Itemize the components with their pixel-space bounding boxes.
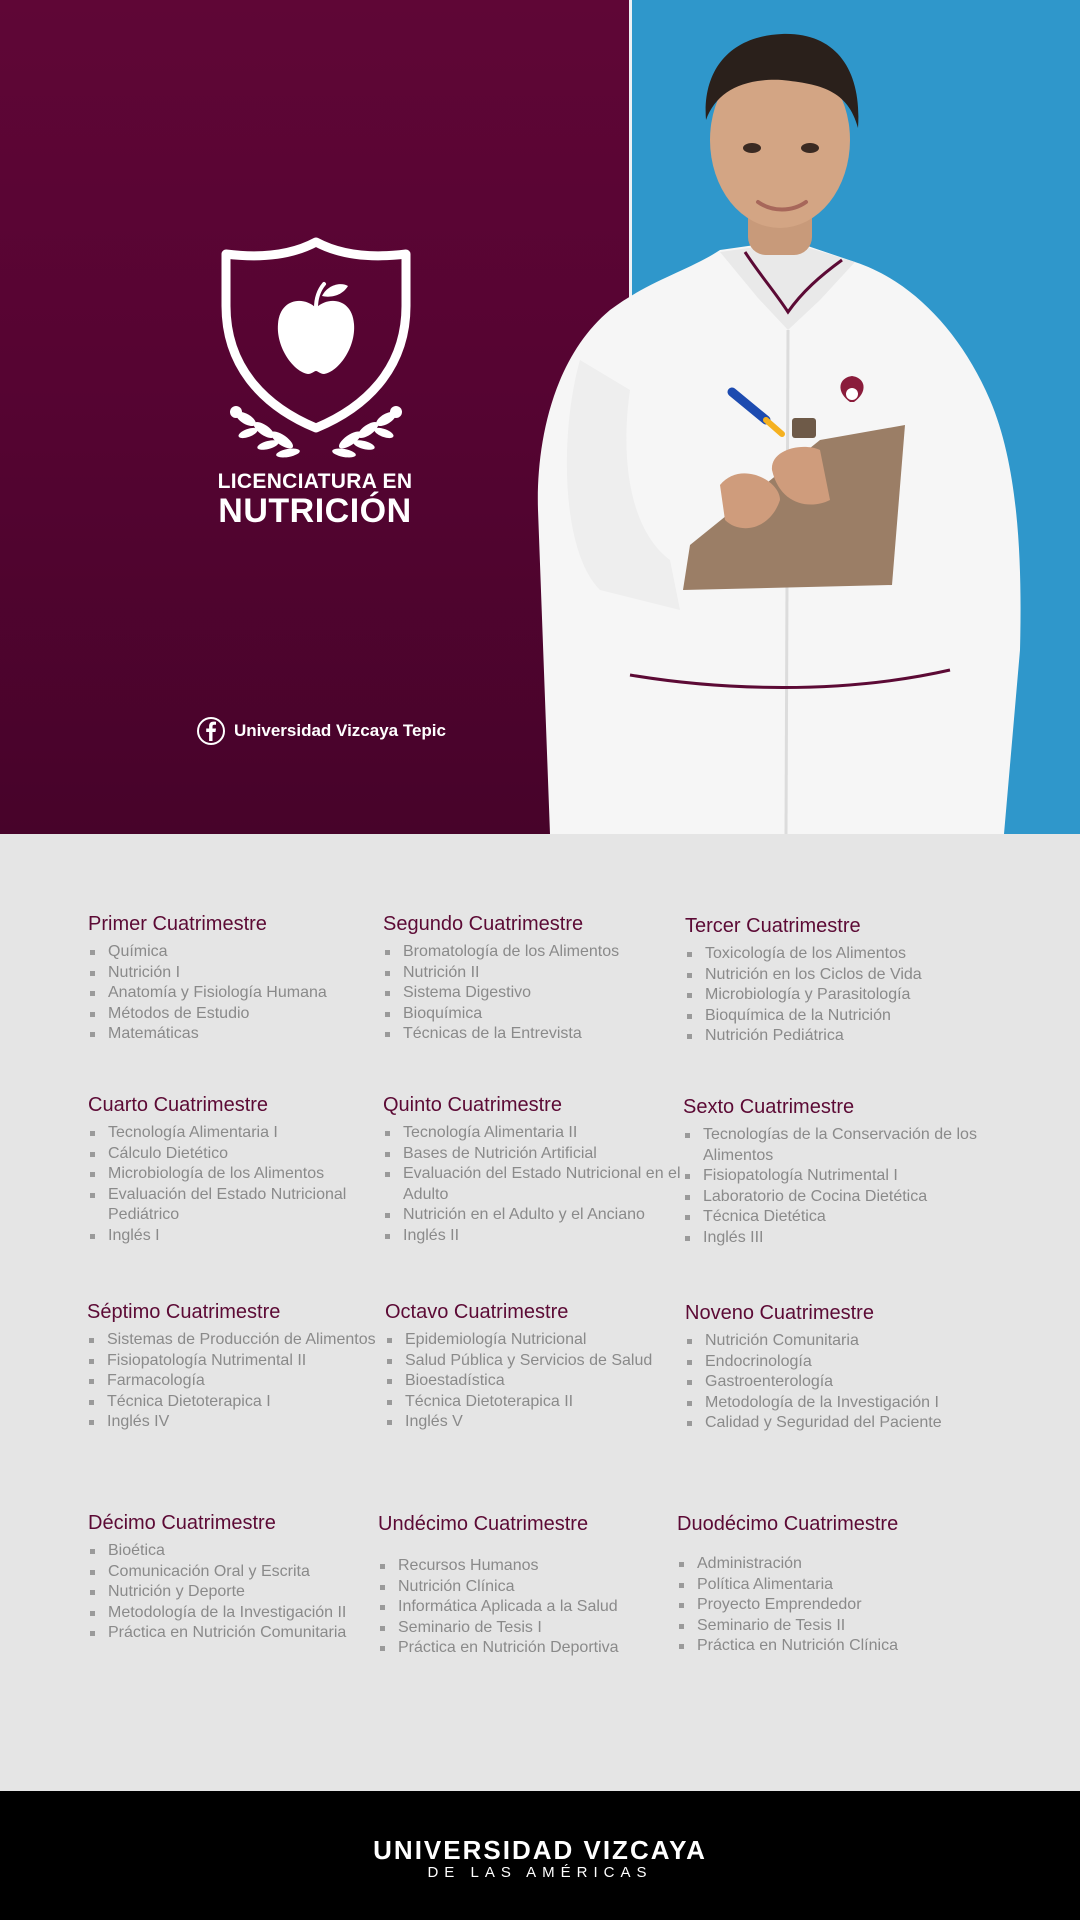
term-9 [685, 1301, 985, 1434]
subject-list [88, 1123, 388, 1246]
term-title: Sexto Cuatrimestre [683, 1096, 855, 1118]
subject-item: Sistemas de Producción de Alimentos [87, 1330, 387, 1351]
student-photo [520, 30, 1040, 834]
term-6 [683, 1095, 983, 1248]
hero-banner [0, 0, 1080, 834]
term-title: Décimo Cuatrimestre [88, 1512, 276, 1534]
subject-item: Nutrición Comunitaria [685, 1331, 985, 1352]
subject-item: Inglés V [385, 1412, 685, 1433]
subject-item: Tecnologías de la Conservación de los Alimentos [683, 1125, 983, 1166]
university-logo-subtitle: DE LAS AMÉRICAS [427, 1864, 653, 1881]
subject-item: Bioquímica de la Nutrición [685, 1006, 985, 1027]
subject-item: Salud Pública y Servicios de Salud [385, 1351, 685, 1372]
term-title: Undécimo Cuatrimestre [378, 1513, 589, 1535]
subject-item: Farmacología [87, 1371, 387, 1392]
term-title: Tercer Cuatrimestre [685, 915, 861, 937]
subject-list [383, 942, 683, 1045]
subject-item: Práctica en Nutrición Comunitaria [88, 1623, 388, 1644]
subject-item: Bioquímica [383, 1004, 683, 1025]
subject-item: Laboratorio de Cocina Dietética [683, 1187, 983, 1208]
subject-item: Informática Aplicada a la Salud [378, 1597, 678, 1618]
subject-item: Inglés III [683, 1228, 983, 1249]
facebook-link[interactable] [196, 716, 446, 746]
subject-item: Endocrinología [685, 1352, 985, 1373]
subject-list [383, 1123, 683, 1246]
term-10 [88, 1511, 388, 1644]
subject-item: Métodos de Estudio [88, 1004, 388, 1025]
subject-list [88, 942, 388, 1045]
subject-item: Sistema Digestivo [383, 983, 683, 1004]
term-7 [87, 1300, 387, 1433]
subject-item: Administración [677, 1554, 977, 1575]
subject-item: Microbiología y Parasitología [685, 985, 985, 1006]
subject-item: Fisiopatología Nutrimental II [87, 1351, 387, 1372]
subject-list [385, 1330, 685, 1433]
subject-item: Matemáticas [88, 1024, 388, 1045]
subject-item: Nutrición Clínica [378, 1577, 678, 1598]
subject-item: Nutrición II [383, 963, 683, 984]
term-1 [88, 912, 388, 1045]
term-4 [88, 1093, 388, 1246]
facebook-handle: Universidad Vizcaya Tepic [234, 721, 446, 740]
facebook-icon [196, 716, 226, 746]
shield-apple-crest-icon [218, 236, 414, 461]
subject-item: Bioestadística [385, 1371, 685, 1392]
term-3 [685, 914, 985, 1047]
subject-item: Técnica Dietoterapica I [87, 1392, 387, 1413]
term-11 [378, 1512, 678, 1659]
term-5 [383, 1093, 683, 1246]
term-title: Primer Cuatrimestre [88, 913, 267, 935]
subject-item: Nutrición y Deporte [88, 1582, 388, 1603]
subject-list [683, 1125, 983, 1248]
subject-item: Metodología de la Investigación II [88, 1603, 388, 1624]
term-2 [383, 912, 683, 1045]
term-title: Segundo Cuatrimestre [383, 913, 584, 935]
subject-item: Recursos Humanos [378, 1556, 678, 1577]
term-title: Séptimo Cuatrimestre [87, 1301, 281, 1323]
university-logo-text: UNIVERSIDAD VIZCAYA [373, 1835, 707, 1865]
term-8 [385, 1300, 685, 1433]
subject-item: Bioética [88, 1541, 388, 1562]
subject-item: Nutrición en el Adulto y el Anciano [383, 1205, 683, 1226]
subject-item: Microbiología de los Alimentos [88, 1164, 388, 1185]
subject-item: Química [88, 942, 388, 963]
subject-item: Nutrición Pediátrica [685, 1026, 985, 1047]
subject-item: Práctica en Nutrición Deportiva [378, 1638, 678, 1659]
subject-item: Nutrición I [88, 963, 388, 984]
subject-list [88, 1541, 388, 1644]
subject-item: Inglés II [383, 1226, 683, 1247]
subject-item: Seminario de Tesis I [378, 1618, 678, 1639]
program-prefix: LICENCIATURA EN [217, 470, 413, 493]
subject-item: Cálculo Dietético [88, 1144, 388, 1165]
subject-item: Fisiopatología Nutrimental I [683, 1166, 983, 1187]
term-title: Quinto Cuatrimestre [383, 1094, 562, 1116]
subject-list [378, 1556, 678, 1659]
subject-item: Epidemiología Nutricional [385, 1330, 685, 1351]
subject-item: Bromatología de los Alimentos [383, 942, 683, 963]
term-12 [677, 1512, 977, 1657]
subject-item: Inglés I [88, 1226, 388, 1247]
subject-list [87, 1330, 387, 1433]
subject-item: Técnica Dietética [683, 1207, 983, 1228]
subject-item: Comunicación Oral y Escrita [88, 1562, 388, 1583]
subject-item: Técnica Dietoterapica II [385, 1392, 685, 1413]
subject-item: Gastroenterología [685, 1372, 985, 1393]
subject-item: Evaluación del Estado Nutricional Pediátrico [88, 1185, 388, 1226]
subject-item: Práctica en Nutrición Clínica [677, 1636, 977, 1657]
subject-item: Técnicas de la Entrevista [383, 1024, 683, 1045]
subject-item: Seminario de Tesis II [677, 1616, 977, 1637]
term-title: Octavo Cuatrimestre [385, 1301, 569, 1323]
subject-item: Toxicología de los Alimentos [685, 944, 985, 965]
subject-item: Anatomía y Fisiología Humana [88, 983, 388, 1004]
subject-item: Inglés IV [87, 1412, 387, 1433]
subject-item: Tecnología Alimentaria II [383, 1123, 683, 1144]
term-title: Cuarto Cuatrimestre [88, 1094, 269, 1116]
subject-item: Tecnología Alimentaria I [88, 1123, 388, 1144]
subject-item: Proyecto Emprendedor [677, 1595, 977, 1616]
subject-item: Bases de Nutrición Artificial [383, 1144, 683, 1165]
subject-list [685, 1331, 985, 1434]
subject-item: Política Alimentaria [677, 1575, 977, 1596]
subject-list [677, 1554, 977, 1657]
subject-item: Calidad y Seguridad del Paciente [685, 1413, 985, 1434]
term-title: Noveno Cuatrimestre [685, 1302, 874, 1324]
subject-item: Metodología de la Investigación I [685, 1393, 985, 1414]
subject-list [685, 944, 985, 1047]
program-title: NUTRICIÓN [218, 492, 412, 530]
term-title: Duodécimo Cuatrimestre [677, 1513, 899, 1535]
subject-item: Nutrición en los Ciclos de Vida [685, 965, 985, 986]
footer [0, 1791, 1080, 1920]
subject-item: Evaluación del Estado Nutricional en el Adulto [383, 1164, 683, 1205]
